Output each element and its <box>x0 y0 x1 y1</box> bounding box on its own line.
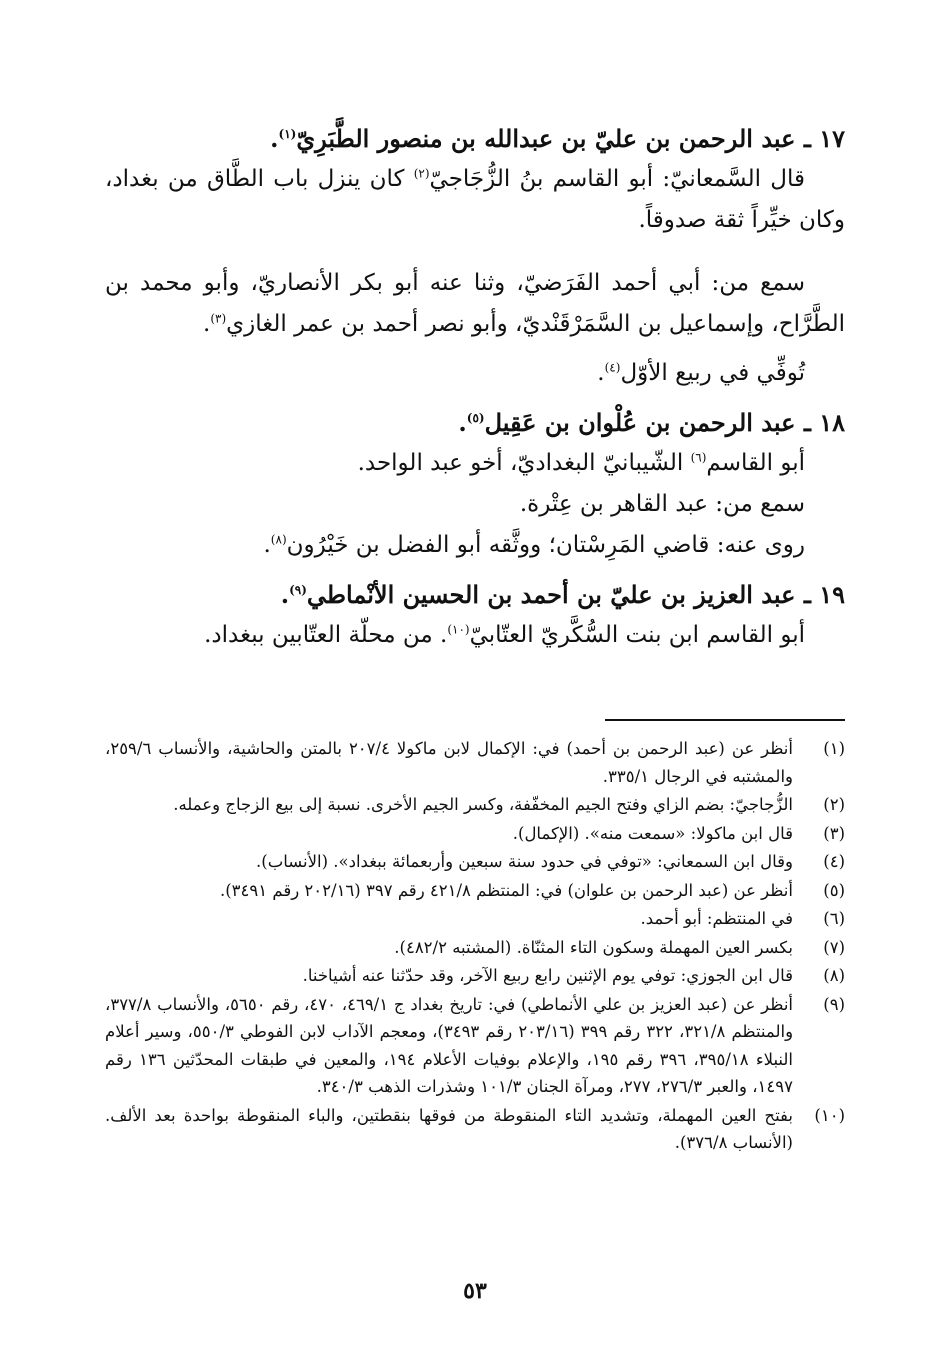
footnote-text: أنظر عن (عبد العزيز بن علي الأنماطي) في: تاريخ بغداد ج ٤٦٩/١، ٤٧٠، رقم ٥٦٥٠، والأنساب ٣٧٧/٨، والمنتظم ٣٢١/٨، ٣٢٢ رقم ٣٩٩ (٢٠٣/١٦ رقم ٣٤٩٣)، ومعجم الآداب لابن الفوطي ٥٥٠/٣، وسير أعلام النبلاء ٣٩٥/١٨، ٣٩٦ رقم ١٩٥، والإعلام بوفيات الأعلام ١٩٤، والمعين في طبقات المحدّثين ١٣٦ رقم ١٤٩٧، والعبر ٢٧٦/٣، ٢٧٧، ومرآة الجنان ١٠١/٣ وشذرات الذهب ٣٤٠/٣. <box>105 994 794 1096</box>
entry-17-paragraph-3: تُوفِّي في ربيع الأوّل$^{(٤)}$. <box>597 360 805 386</box>
entry-17-title: ١٧ ـ عبد الرحمن بن عليّ بن عبدالله بن منصور الطَّبَرِيّ$^{(١)}$. <box>270 124 845 153</box>
footnote-item <box>105 1102 845 1157</box>
footnote-item <box>105 991 845 1101</box>
footnote-number: (٤) <box>823 852 845 871</box>
footnote-item <box>105 934 845 962</box>
footnote-ref-9: (٩) <box>289 583 307 597</box>
footnote-number: (٩) <box>823 994 845 1014</box>
footnote-text: الزُّجاجيّ: بضم الزاي وفتح الجيم المخفّفة، وكسر الجيم الأخرى. نسبة إلى بيع الزجاج وعمله. <box>173 795 793 814</box>
entry-19-paragraph-1: أبو القاسم ابن بنت السُّكَّريّ العتّابيّ$^{(١٠)}$. من محلّة العتّابين ببغداد. <box>204 622 805 648</box>
footnote-number: (٣) <box>823 823 845 843</box>
footnote-text: قال ابن الجوزي: توفي يوم الإثنين رابع ربيع الآخر، وقد حدّثنا عنه أشياخنا. <box>302 966 793 985</box>
footnote-text: بفتح العين المهملة، وتشديد التاء المنقوطة من فوقها بنقطتين، والباء المنقوطة بواحدة بعد الألف. (الأنساب ٣٧٦/٨). <box>105 1105 793 1152</box>
footnote-item <box>105 791 845 819</box>
footnote-item <box>105 735 845 790</box>
footnote-text: بكسر العين المهملة وسكون التاء المثنّاة. (المشتبه ٤٨٢/٢). <box>394 937 793 957</box>
footnote-text: قال ابن ماكولا: «سمعت منه». (الإكمال). <box>512 823 793 843</box>
footnote-ref-4: (٤) <box>604 360 621 375</box>
entry-19-title: ١٩ ـ عبد العزيز بن عليّ بن أحمد بن الحسين الأنْماطي$^{(٩)}$. <box>280 580 845 609</box>
footnote-number: (٥) <box>823 880 845 900</box>
entry-18-paragraph-3: روى عنه: قاضي المَرِسْتان؛ ووثَّقه أبو الفضل بن خَيْرُون$^{(٨)}$. <box>263 532 805 558</box>
entry-17-paragraph-2: سمع من: أبي أحمد الفَرَضيّ، وثنا عنه أبو بكر الأنصاريّ، وأبو محمد بن الطَّرَّاح، وإسماعيل بن السَّمَرْقَنْديّ، وأبو نصر أحمد بن عمر الغازي$^{(٣)}$. <box>105 270 845 337</box>
footnote-text: وقال ابن السمعاني: «توفي في حدود سنة سبعين وأربعمائة ببغداد». (الأنساب). <box>256 852 793 871</box>
footnote-item <box>105 877 845 905</box>
footnote-item <box>105 820 845 848</box>
page-number: ٥٣ <box>463 1278 487 1304</box>
entry-18-paragraph-2: سمع من: عبد القاهر بن عِتْرة. <box>519 491 805 517</box>
footnote-item <box>105 962 845 990</box>
footnote-text: أنظر عن (عبد الرحمن بن أحمد) في: الإكمال لابن ماكولا ٢٠٧/٤ بالمتن والحاشية، والأنساب ٢٥٩/٦، والمشتبه في الرجال ٣٣٥/١. <box>105 739 793 786</box>
entry-18-title: ١٨ ـ عبد الرحمن بن عُلْوان بن عَقِيل$^{(٥)}$. <box>458 408 845 437</box>
footnote-number: (١) <box>823 739 845 758</box>
footnote-text: في المنتظم: أبو أحمد. <box>640 909 793 928</box>
entry-18-paragraph-1: أبو القاسم$^{(٦)}$ الشّيبانيّ البغداديّ، أخو عبد الواحد. <box>357 450 805 476</box>
footnote-ref-2: (٢) <box>413 166 430 181</box>
footnote-item <box>105 848 845 876</box>
footnote-number: (١٠) <box>814 1105 845 1125</box>
footnote-ref-8: (٨) <box>270 532 287 547</box>
footnote-ref-1: (١) <box>278 127 297 141</box>
footnote-ref-3: (٣) <box>210 311 227 326</box>
footnote-text: أنظر عن (عبد الرحمن بن علوان) في: المنتظم ٤٢١/٨ رقم ٣٩٧ (٢٠٢/١٦ رقم ٣٤٩١). <box>219 880 793 900</box>
entry-17-paragraph-1: قال السَّمعانيّ: أبو القاسم بنُ الزُّجَاجيّ$^{(٢)}$ كان ينزل باب الطَّاق من بغداد، وكان خيِّراً ثقة صدوقاً. <box>105 166 845 233</box>
footnote-number: (٦) <box>823 909 845 928</box>
footnote-number: (٧) <box>823 937 845 957</box>
footnote-number: (٢) <box>823 795 845 814</box>
footnote-ref-5: (٥) <box>466 411 485 425</box>
footnotes <box>105 735 845 1158</box>
main-text <box>105 118 845 656</box>
footnote-ref-10: (١٠) <box>447 622 470 637</box>
footnote-ref-6: (٦) <box>690 450 707 465</box>
footnote-item <box>105 905 845 933</box>
footnote-separator <box>605 719 845 721</box>
footnote-number: (٨) <box>823 966 845 985</box>
